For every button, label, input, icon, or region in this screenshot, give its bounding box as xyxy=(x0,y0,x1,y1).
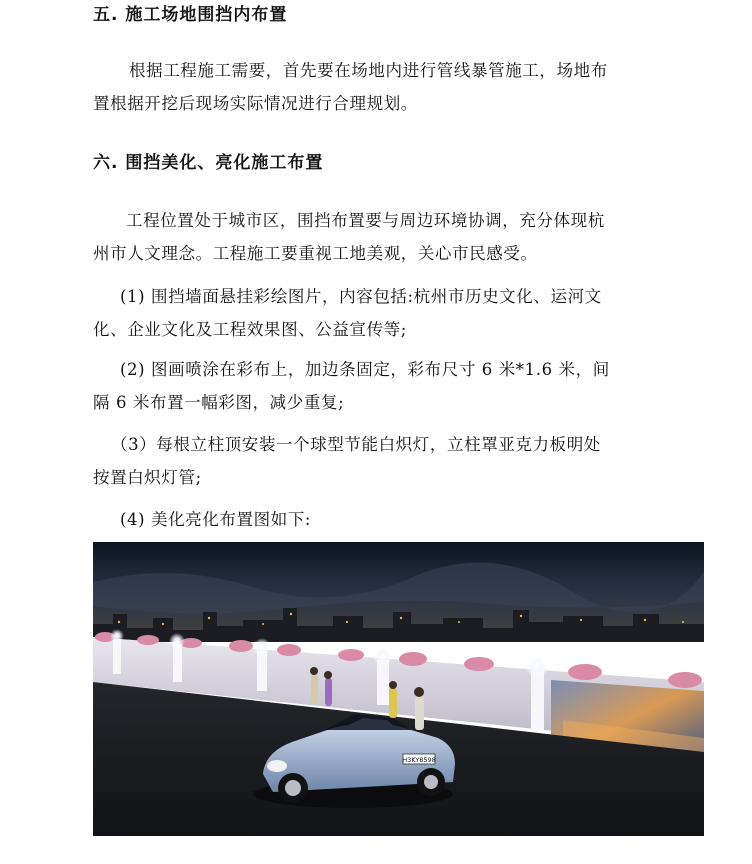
item-3 xyxy=(93,428,653,494)
item-4 xyxy=(93,503,653,536)
item-1 xyxy=(93,280,653,346)
paragraph-line: (2) 图画喷涂在彩布上，加边条固定，彩布尺寸 6 米*1.6 米，间 xyxy=(120,360,610,379)
section-5-heading: 五. 施工场地围挡内布置 xyxy=(93,5,288,25)
paragraph-line: (4) 美化亮化布置图如下: xyxy=(120,510,312,529)
paragraph-line: 化、企业文化及工程效果图、公益宣传等; xyxy=(93,320,407,339)
paragraph-line: 工程位置处于城市区，围挡布置要与周边环境协调，充分体现杭 xyxy=(126,211,605,230)
paragraph-line: (1) 围挡墙面悬挂彩绘图片，内容包括:杭州市历史文化、运河文 xyxy=(120,287,602,306)
paragraph-line: （3）每根立柱顶安装一个球型节能白炽灯，立柱罩亚克力板明处 xyxy=(111,435,601,454)
section-6-heading: 六. 围挡美化、亮化施工布置 xyxy=(93,153,324,173)
hoarding-night-rendering xyxy=(93,542,704,836)
paragraph-line: 按置白炽灯管; xyxy=(93,468,202,487)
section-6-intro xyxy=(93,204,653,270)
paragraph-line: 州市人文理念。工程施工要重视工地美观，关心市民感受。 xyxy=(93,244,538,263)
paragraph-line: 置根据开挖后现场实际情况进行合理规划。 xyxy=(93,94,418,113)
paragraph-line: 根据工程施工需要，首先要在场地内进行管线暴管施工，场地布 xyxy=(129,61,608,80)
item-2 xyxy=(93,353,653,419)
section-5-paragraph xyxy=(93,54,653,120)
car-license-plate: H3KY8598 xyxy=(402,756,436,764)
rendering-image xyxy=(93,542,704,836)
paragraph-line: 隔 6 米布置一幅彩图，减少重复; xyxy=(93,393,345,412)
